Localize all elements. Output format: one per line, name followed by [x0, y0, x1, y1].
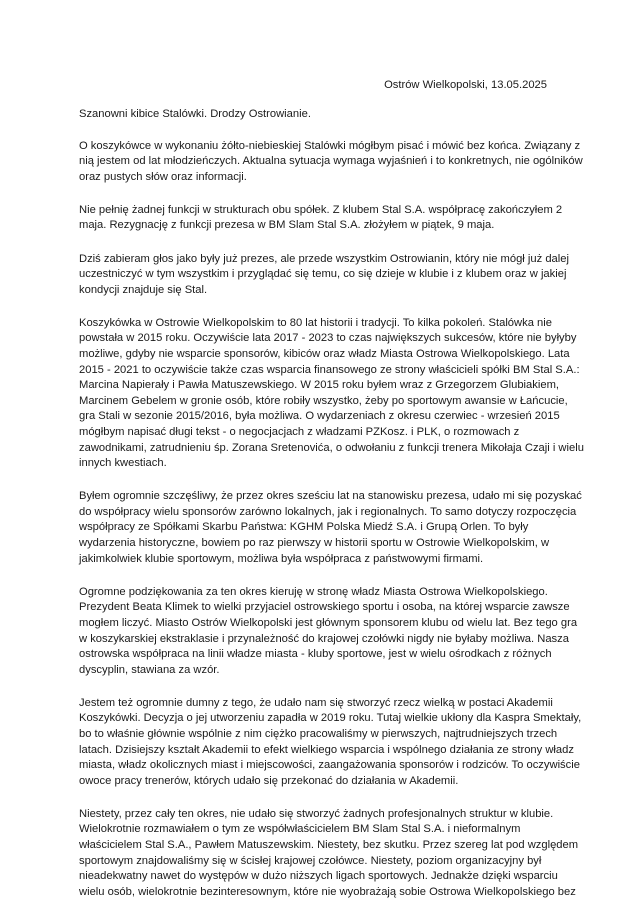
paragraph	[79, 252, 571, 299]
text-line: Niestety, przez cały ten okres, nie udało się stworzyć żadnych profesjonalnych struktur w klubie.	[79, 807, 554, 820]
text-line: zawodnikami, zatrudnieniu śp. Zorana Sretenovića, o odwołaniu z funkcji trenera Mikołaja Czaji i wielu	[79, 441, 584, 454]
paragraph	[79, 139, 583, 186]
text-line: owoce pracy trenerów, których udało się przekonać do działania w Akademii.	[79, 774, 459, 787]
text-line: 2015 - 2021 to oczywiście także czas wsparcia finansowego ze strony właścicieli spółki BM Stal S.A.:	[79, 363, 580, 376]
text-line: kondycji znajduje się Stal.	[79, 283, 208, 296]
paragraph	[79, 203, 571, 234]
text-line: miasta, władz okolicznych miast i miejscowości, zaangażowania sponsorów i rodziców. To oczywiście	[79, 759, 580, 772]
text-line: gra Stali w sezonie 2015/2016, była możliwa. O wydarzeniach z okresu czerwiec - wrzesień 2015	[79, 410, 560, 423]
text-line: Ogromne podziękowania za ten okres kieruję w stronę władz Miasta Ostrowa Wielkopolskiego.	[79, 585, 548, 598]
text-line: mogłem liczyć. Miasto Ostrów Wielkopolski jest głównym sponsorem klubu od wielu lat. Bez tego gra	[79, 616, 578, 629]
paragraph	[79, 316, 584, 472]
text-line: Wielokrotnie rozmawiałem o tym ze współwłaścicielem BM Slam Stal S.A. i nieformalnym	[79, 823, 521, 836]
text-line: sportowym znajdowaliśmy się w ścisłej krajowej czołówce. Niestety, poziom organizacyjny był	[79, 854, 542, 867]
text-line: Byłem ogromnie szczęśliwy, że przez okres sześciu lat na stanowisku prezesa, udało mi się pozyskać	[79, 490, 582, 503]
text-line: nieadekwatny nawet do występów w dużo niższych ligach sportowych. Jednakże dzięki wsparciu	[79, 870, 558, 883]
text-line: uczestniczyć w tym wszystkim i przyglądać się temu, co się dzieje w klubie i z klubem oraz w jakiej	[79, 268, 567, 281]
text-line: latach. Dzisiejszy kształt Akademii to efekt wielkiego wsparcia i wspólnego działania ze strony władz	[79, 743, 574, 756]
text-line: ostrowska współpraca na linii władze miasta - kluby sportowe, jest w wielu ośrodkach z różnych	[79, 648, 552, 661]
place-and-date: Ostrów Wielkopolski, 13.05.2025	[384, 79, 547, 91]
text-line: dyscyplin, stawiana za wzór.	[79, 663, 220, 676]
text-line: bo to właśnie głównie wspólnie z nim ciężko pracowaliśmy w pierwszych, najtrudniejszych trzech	[79, 728, 558, 740]
text-line: Marcina Napierały i Pawła Matuszewskiego. W 2015 roku byłem wraz z Grzegorzem Glubiakiem,	[79, 379, 559, 392]
text-line: Prezydent Beata Klimek to wielki przyjaciel ostrowskiego sportu i osoba, na której wsparcie zawsze	[79, 601, 570, 614]
text-line: Koszykówka w Ostrowie Wielkopolskim to 80 lat historii i tradycji. To kilka pokoleń. Stalówka nie	[79, 316, 552, 329]
text-line: Koszykówki. Decyzja o jej utworzeniu zapadła w 2019 roku. Tutaj wielkie ukłony dla Kaspra Smektały,	[79, 712, 582, 725]
text-line: oraz pustych słów oraz informacji.	[79, 170, 247, 183]
paragraph	[79, 489, 582, 567]
text-line: współpracy ze Spółkami Skarbu Państwa: KGHM Polska Miedź S.A. i Grupą Orlen. To były	[79, 521, 529, 534]
letter-body	[79, 107, 584, 918]
text-line: możliwe, gdyby nie wsparcie sponsorów, kibiców oraz władz Miasta Ostrowa Wielkopolskiego. Lata	[79, 348, 570, 361]
greeting: Szanowni kibice Stalówki. Drodzy Ostrowianie.	[79, 108, 311, 120]
text-line: wielu osób, wielokrotnie bezinteresownym, które nie wyobrażają sobie Ostrowa Wielkopolskiego bez	[79, 885, 576, 898]
text-line: Dziś zabieram głos jako były już prezes, ale przede wszystkim Ostrowianin, który nie mógł już dalej	[79, 252, 569, 265]
text-line: do współpracy wielu sponsorów zarówno lokalnych, jak i regionalnych. To samo dotyczy rozpoczęcia	[79, 505, 577, 518]
text-line: mógłbym napisać długi tekst - o negocjacjach z władzami PZKosz. i PLK, o rozmowach z	[79, 426, 520, 438]
text-line: Jestem też ogromnie dumny z tego, że udało nam się stworzyć rzecz wielką w postaci Akademii	[79, 696, 553, 709]
text-line: jakimkolwiek klubie sportowym, możliwa była współpraca z państwowymi firmami.	[79, 552, 484, 565]
text-line: właścicielem Stal S.A., Pawłem Matuszewskim. Niestety, bez skutku. Przez szereg lat pod względem	[79, 839, 579, 852]
text-line: maja. Rezygnację z funkcji prezesa w BM Slam Stal S.A. złożyłem w piątek, 9 maja.	[79, 219, 495, 232]
text-line: nią jestem od lat młodzieńczych. Aktualna sytuacja wymaga wyjaśnień i to konkretnych, nie ogólników	[79, 155, 583, 168]
text-line: Nie pełnię żadnej funkcji w strukturach obu spółek. Z klubem Stal S.A. współpracę zakończyłem 2	[79, 203, 563, 216]
text-line: innych kwestiach.	[79, 457, 167, 470]
paragraphs	[79, 139, 584, 901]
paragraph	[79, 807, 579, 901]
paragraph	[79, 696, 582, 790]
text-line: w koszykarskiej ekstraklasie i przynależność do krajowej czołówki nigdy nie byłaby możliwa. Nasza	[79, 632, 569, 645]
text-line: O koszykówce w wykonaniu żółto-niebieskiej Stalówki mógłbym pisać i mówić bez końca. Związany z	[79, 139, 581, 152]
text-line: powstała w 2015 roku. Oczywiście lata 2017 - 2023 to czas największych sukcesów, które nie byłyby	[79, 332, 577, 345]
paragraph	[79, 585, 578, 679]
text-line: wydarzenia historyczne, bowiem po raz pierwszy w historii sportu w Ostrowie Wielkopolskim, w	[79, 537, 550, 550]
text-line: Marcinem Gebelem w gronie osób, które robiły wszystko, żeby po sportowym awansie w Łańcucie,	[79, 394, 568, 407]
